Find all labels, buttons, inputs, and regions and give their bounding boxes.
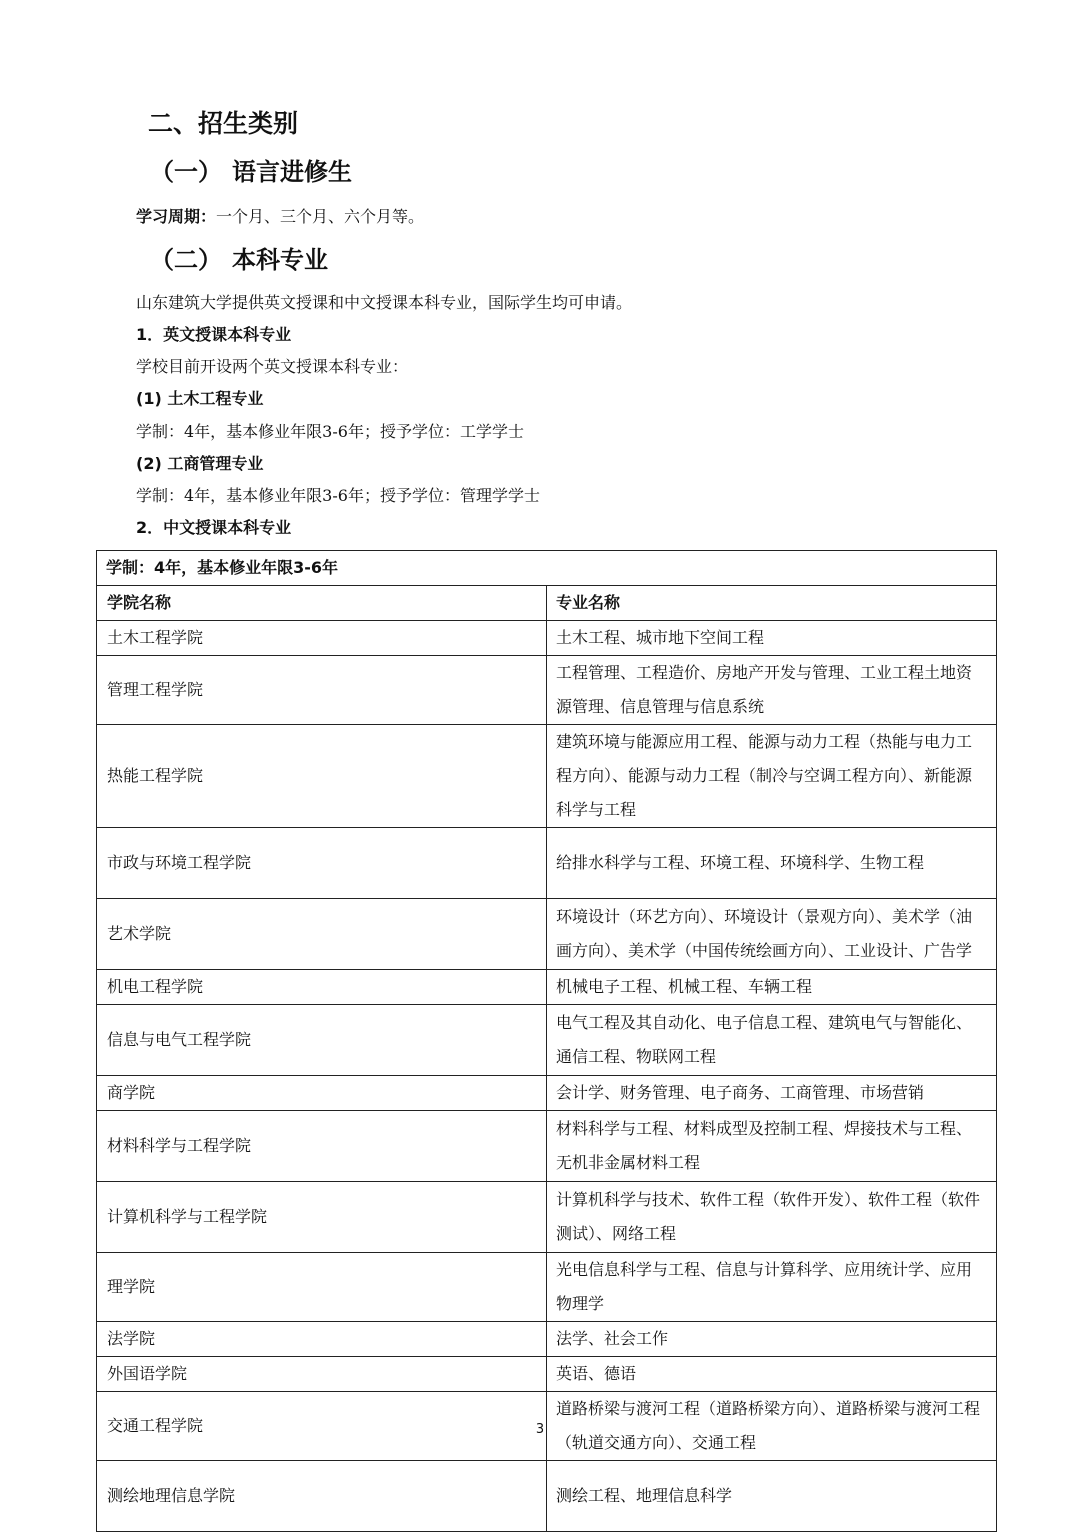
table-caption-row — [97, 551, 997, 586]
table-row — [97, 1357, 997, 1392]
subsection-title: 语言进修生 — [232, 158, 352, 186]
subsection-number: （一） — [150, 158, 222, 186]
major-names: 环境设计（环艺方向）、环境设计（景观方向）、美术学（油画方向）、美术学（中国传统绘画方向）、工业设计、广告学 — [547, 899, 997, 970]
college-name: 土木工程学院 — [97, 621, 547, 656]
header-major: 专业名称 — [547, 586, 997, 621]
subsection-language-students — [150, 152, 352, 187]
table-row — [97, 621, 997, 656]
major-names: 计算机科学与技术、软件工程（软件开发）、软件工程（软件测试）、网络工程 — [547, 1182, 997, 1253]
table-row — [97, 656, 997, 725]
major-names: 光电信息科学与工程、信息与计算科学、应用统计学、应用物理学 — [547, 1253, 997, 1322]
major2-desc: 学制：4年，基本修业年限3-6年；授予学位：管理学学士 — [136, 486, 540, 505]
chinese-majors-heading: 2．中文授课本科专业 — [136, 518, 292, 537]
subsection-undergraduate — [150, 240, 328, 275]
major-names: 道路桥梁与渡河工程（道路桥梁方向）、道路桥梁与渡河工程（轨道交通方向）、交通工程 — [547, 1392, 997, 1461]
college-name: 信息与电气工程学院 — [97, 1005, 547, 1076]
college-name: 热能工程学院 — [97, 725, 547, 828]
college-name: 外国语学院 — [97, 1357, 547, 1392]
table-row — [97, 828, 997, 899]
major-names: 材料科学与工程、材料成型及控制工程、焊接技术与工程、无机非金属材料工程 — [547, 1111, 997, 1182]
major-names: 电气工程及其自动化、电子信息工程、建筑电气与智能化、通信工程、物联网工程 — [547, 1005, 997, 1076]
major-names: 测绘工程、地理信息科学 — [547, 1461, 997, 1532]
major-names: 土木工程、城市地下空间工程 — [547, 621, 997, 656]
english-majors-heading: 1．英文授课本科专业 — [136, 325, 292, 344]
major-names: 会计学、财务管理、电子商务、工商管理、市场营销 — [547, 1076, 997, 1111]
college-name: 管理工程学院 — [97, 656, 547, 725]
college-name: 计算机科学与工程学院 — [97, 1182, 547, 1253]
table-row — [97, 899, 997, 970]
table-header-row — [97, 586, 997, 621]
major2-title: (2) 工商管理专业 — [136, 454, 264, 473]
major-names: 机械电子工程、机械工程、车辆工程 — [547, 970, 997, 1005]
page-number: 3 — [535, 1422, 545, 1437]
major1-title: (1) 土木工程专业 — [136, 389, 264, 408]
college-name: 商学院 — [97, 1076, 547, 1111]
table-row — [97, 1182, 997, 1253]
major-names: 建筑环境与能源应用工程、能源与动力工程（热能与电力工程方向）、能源与动力工程（制冷与空调工程方向）、新能源科学与工程 — [547, 725, 997, 828]
table-row — [97, 1253, 997, 1322]
english-majors-intro: 学校目前开设两个英文授课本科专业： — [136, 357, 409, 376]
table-row — [97, 970, 997, 1005]
subsection-number: （二） — [150, 246, 222, 274]
table-row — [97, 1322, 997, 1357]
study-period-value: 一个月、三个月、六个月等。 — [216, 207, 425, 226]
college-name: 法学院 — [97, 1322, 547, 1357]
table-row — [97, 1461, 997, 1532]
major-names: 给排水科学与工程、环境工程、环境科学、生物工程 — [547, 828, 997, 899]
major1-desc: 学制：4年，基本修业年限3-6年；授予学位：工学学士 — [136, 422, 524, 441]
college-name: 测绘地理信息学院 — [97, 1461, 547, 1532]
college-name: 交通工程学院 — [97, 1392, 547, 1461]
college-name: 材料科学与工程学院 — [97, 1111, 547, 1182]
major-names: 法学、社会工作 — [547, 1322, 997, 1357]
college-name: 理学院 — [97, 1253, 547, 1322]
table-row — [97, 1005, 997, 1076]
study-period-label: 学习周期： — [136, 207, 217, 226]
subsection-title: 本科专业 — [232, 246, 328, 274]
major-names: 英语、德语 — [547, 1357, 997, 1392]
majors-table — [96, 550, 997, 1532]
college-name: 机电工程学院 — [97, 970, 547, 1005]
study-period-line — [136, 204, 424, 227]
table-row — [97, 1076, 997, 1111]
intro-text: 山东建筑大学提供英文授课和中文授课本科专业，国际学生均可申请。 — [136, 293, 633, 312]
header-college: 学院名称 — [97, 586, 547, 621]
section-title: 二、招生类别 — [148, 109, 299, 138]
table-row — [97, 725, 997, 828]
major-names: 工程管理、工程造价、房地产开发与管理、工业工程土地资源管理、信息管理与信息系统 — [547, 656, 997, 725]
college-name: 艺术学院 — [97, 899, 547, 970]
table-row — [97, 1111, 997, 1182]
table-caption: 学制：4年，基本修业年限3-6年 — [97, 551, 997, 586]
college-name: 市政与环境工程学院 — [97, 828, 547, 899]
